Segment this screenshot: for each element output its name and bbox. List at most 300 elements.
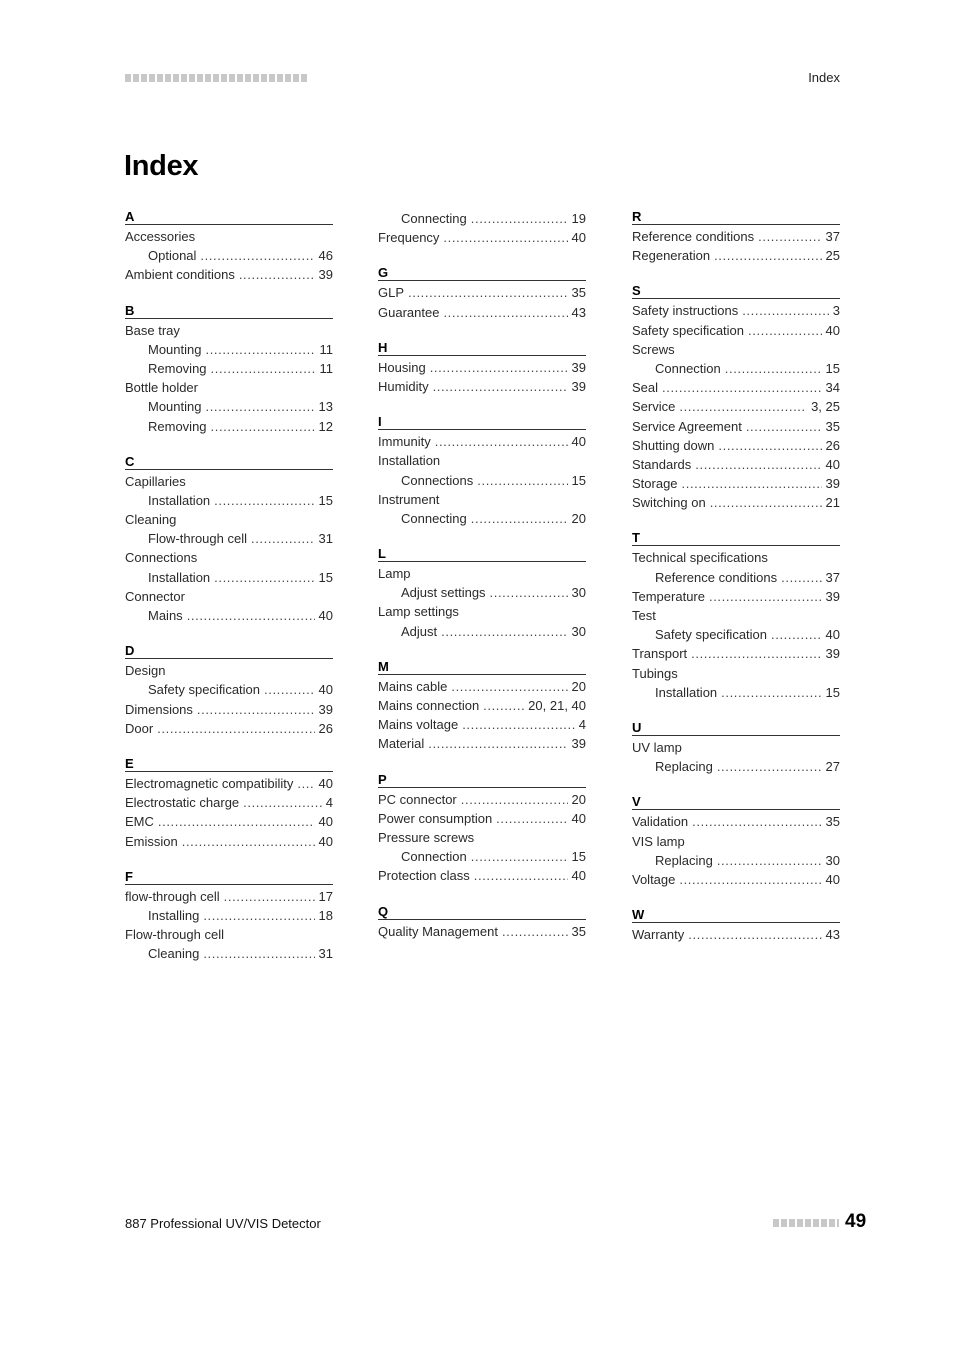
index-section [632,794,840,889]
index-entry-page: 4 [578,717,586,733]
index-entry-page: 40 [318,608,333,623]
index-entry [632,378,840,397]
index-entry [125,812,333,831]
index-entry [125,887,333,906]
index-entry [378,677,586,696]
index-entry-term: Seal [632,380,659,396]
dot-leader [477,471,567,490]
dot-leader [435,432,568,451]
index-entry-term: Connection [401,849,467,865]
index-entry [125,227,333,246]
index-entry-page: 27 [825,759,840,775]
index-entry [378,922,586,941]
index-section [632,530,840,702]
index-entry-term: Adjust settings [401,585,486,601]
index-entry-page: 40 [571,810,586,826]
index-entry-page: 43 [571,304,586,320]
index-letter-heading: P [378,772,586,788]
index-entry-term: Tubings [632,665,678,681]
index-entry-term: Guarantee [378,304,440,320]
index-entry-term: Regeneration [632,248,711,264]
index-entry-term: Service [632,399,676,415]
dot-leader [710,493,822,512]
dot-leader [214,568,314,587]
dot-leader [721,683,821,702]
dot-leader [682,474,822,493]
index-entry-page: 37 [825,569,840,585]
index-entry [632,455,840,474]
index-entry-term: Test [632,608,656,623]
index-entry-page: 17 [318,888,333,904]
index-entry [632,587,840,606]
index-entry-page: 31 [318,946,333,962]
index-letter-heading: L [378,546,586,562]
index-entry-term: Frequency [378,230,440,246]
index-entry [125,832,333,851]
index-entry [632,925,840,944]
index-letter-heading: T [632,530,840,546]
index-entry-page: 40 [825,627,840,643]
index-entry [378,564,586,583]
dot-leader [714,246,821,265]
index-entry-term: Pressure screws [378,829,475,845]
dot-leader [471,509,568,528]
dot-leader [243,793,322,812]
index-entry-page: 39 [571,378,586,394]
dot-leader [461,790,568,809]
index-entry [632,301,840,320]
index-entry-term: Shutting down [632,437,715,453]
index-section [632,720,840,776]
running-header-title: Index [808,70,840,85]
index-entry-term: Safety specification [632,322,745,338]
index-entry [378,451,586,470]
dot-leader [211,359,316,378]
index-section [378,904,586,941]
index-entry [378,622,586,641]
index-entry-page: 12 [318,418,333,434]
dot-leader [718,436,821,455]
index-entry [378,715,586,734]
dot-leader [200,246,314,265]
index-entry-term: Reference conditions [632,229,755,244]
index-entry [378,209,586,228]
index-entry-page: 39 [825,646,840,662]
index-entry-term: Instrument [378,491,440,507]
index-section [378,659,586,754]
index-entry [125,906,333,925]
index-column-1 [125,209,333,981]
index-entry-term: Connections [401,472,474,488]
index-entry-term: Base tray [125,322,180,338]
index-entry-term: Lamp settings [378,604,459,620]
dot-leader [742,301,829,320]
index-entry [632,664,840,683]
dot-leader [441,622,567,641]
index-entry [632,548,840,567]
index-letter-heading: V [632,794,840,810]
index-letter-heading: W [632,907,840,923]
index-section [125,756,333,851]
index-entry [378,283,586,302]
dot-leader [214,491,314,510]
index-letter-heading: A [125,209,333,225]
index-entry-term: Dimensions [125,701,193,717]
index-entry-term: Humidity [378,378,429,394]
index-entry-page: 39 [318,701,333,717]
dot-leader [451,677,567,696]
index-letter-heading: M [378,659,586,675]
index-entry-term: Lamp [378,566,411,582]
index-entry-term: Electrostatic charge [125,795,240,811]
index-entry [378,303,586,322]
index-entry [125,774,333,793]
index-entry-term: Mounting [148,399,202,415]
index-entry-term: Connections [125,550,198,566]
index-entry-page: 39 [571,736,586,752]
index-entry [125,321,333,340]
index-entry-page: 40 [825,322,840,338]
index-entry-term: Immunity [378,434,431,450]
index-entry-page: 40 [825,871,840,887]
index-entry [378,809,586,828]
index-entry-page: 15 [318,492,333,508]
index-entry-page: 15 [825,360,840,376]
index-entry [125,529,333,548]
index-entry-term: Design [125,663,166,679]
index-entry [125,548,333,567]
index-entry-page: 18 [318,907,333,923]
index-entry-term: Flow-through cell [125,927,224,943]
index-entry [378,509,586,528]
index-entry [632,683,840,702]
dot-leader [251,529,315,548]
index-letter-heading: F [125,869,333,885]
index-entry [125,417,333,436]
index-entry-page: 34 [825,380,840,396]
index-letter-heading: G [378,265,586,281]
index-section [125,869,333,964]
index-section [378,340,586,396]
index-entry [632,738,840,757]
index-entry [125,925,333,944]
dot-leader [428,734,567,753]
index-entry-term: Safety specification [148,682,261,698]
index-entry-page: 39 [318,267,333,283]
dot-leader [158,812,315,831]
index-entry [378,377,586,396]
index-column-2 [378,209,586,959]
index-entry [125,246,333,265]
dot-leader [443,228,567,247]
dot-leader [433,377,568,396]
index-letter-heading: C [125,454,333,470]
index-entry [632,227,840,246]
dot-leader [717,851,822,870]
index-letter-heading: Q [378,904,586,920]
dot-leader [205,340,315,359]
index-entry-term: Replacing [655,852,713,868]
index-entry [378,358,586,377]
index-entry [632,757,840,776]
index-entry-page: 20 [571,678,586,694]
index-entry-page: 40 [571,230,586,246]
index-entry-page: 15 [571,849,586,865]
index-section [378,772,586,886]
index-entry [125,265,333,284]
index-entry [125,661,333,680]
index-entry-term: Protection class [378,868,470,884]
index-entry-term: VIS lamp [632,833,685,849]
index-entry-term: Accessories [125,229,196,244]
index-entry-term: Cleaning [125,512,177,528]
dot-leader [471,209,568,228]
index-entry-term: Replacing [655,759,713,775]
index-entry-term: Storage [632,476,678,492]
index-entry-term: Mounting [148,341,202,357]
index-entry-page: 30 [571,623,586,639]
index-entry-page: 25 [825,248,840,264]
index-entry [632,321,840,340]
index-section [125,303,333,436]
header-decoration [125,74,307,82]
dot-leader [717,757,822,776]
index-letter-heading: S [632,283,840,299]
dot-leader [203,906,314,925]
index-entry-term: Removing [148,418,207,434]
index-entry-term: Warranty [632,927,685,943]
index-entry-term: Adjust [401,623,438,639]
dot-leader [490,583,568,602]
index-entry [378,828,586,847]
index-entry [632,397,840,416]
index-entry-page: 40 [825,456,840,472]
index-entry-term: Mains cable [378,678,448,694]
index-entry-term: Safety specification [655,627,768,643]
index-entry-page: 35 [825,814,840,830]
index-entry-page: 4 [325,795,333,811]
index-section [378,414,586,528]
index-entry-page: 40 [571,434,586,450]
index-entry [125,700,333,719]
dot-leader [205,397,314,416]
index-entry-page: 15 [318,569,333,585]
dot-leader [679,870,821,889]
dot-leader [502,922,568,941]
dot-leader [264,680,315,699]
index-entry-term: Installation [148,492,211,508]
index-entry-page: 11 [319,360,333,376]
index-entry [632,340,840,359]
index-entry-term: Ambient conditions [125,267,235,283]
index-entry-term: Optional [148,248,197,264]
dot-leader [408,283,568,302]
dot-leader [203,944,314,963]
dot-leader [239,265,315,284]
dot-leader [725,359,822,378]
index-entry [125,606,333,625]
index-entry-page: 35 [571,285,586,301]
dot-leader [679,397,807,416]
dot-leader [758,227,821,246]
index-entry-term: Transport [632,646,688,662]
index-entry [632,832,840,851]
index-entry-term: UV lamp [632,739,682,755]
dot-leader [187,606,315,625]
index-entry-term: Removing [148,360,207,376]
index-entry-page: 26 [318,720,333,736]
page-title: Index [124,150,199,182]
index-section [125,209,333,285]
index-entry [378,490,586,509]
index-entry [632,644,840,663]
index-entry-page: 21 [825,495,840,511]
dot-leader [695,455,821,474]
dot-leader [197,700,315,719]
index-entry-page: 31 [318,531,333,547]
index-entry [125,587,333,606]
index-entry [125,568,333,587]
index-entry [378,583,586,602]
index-entry-term: Reference conditions [655,569,778,585]
index-letter-heading: I [378,414,586,430]
dot-leader [430,358,568,377]
index-entry-page: 35 [571,923,586,939]
index-entry [378,847,586,866]
dot-leader [182,832,315,851]
index-entry [125,397,333,416]
index-entry-page: 30 [825,852,840,868]
dot-leader [297,774,314,793]
index-entry-term: Mains [148,608,183,623]
dot-leader [748,321,822,340]
dot-leader [688,925,821,944]
index-entry [125,510,333,529]
index-entry-term: Connecting [401,510,467,526]
index-entry [632,436,840,455]
index-entry [125,793,333,812]
index-entry [632,493,840,512]
index-entry-term: Temperature [632,588,705,604]
index-entry-page: 20 [571,510,586,526]
index-section [378,546,586,641]
dot-leader [781,568,821,587]
index-entry-term: Standards [632,456,692,472]
index-entry-term: PC connector [378,791,457,807]
index-entry [125,340,333,359]
index-letter-heading: E [125,756,333,772]
index-entry [632,359,840,378]
index-entry-page: 3 [832,303,840,319]
index-entry [378,866,586,885]
index-entry-term: Validation [632,814,689,830]
index-entry [125,378,333,397]
index-entry-term: Bottle holder [125,380,198,396]
index-letter-heading: U [632,720,840,736]
index-entry-page: 3, 25 [811,399,840,415]
index-entry-page: 40 [318,682,333,698]
index-entry [378,696,586,715]
footer-decoration [773,1219,839,1227]
index-column-3 [632,209,840,962]
index-entry-page: 35 [825,418,840,434]
index-entry-term: Flow-through cell [148,531,247,547]
index-entry-page: 40 [571,868,586,884]
index-entry-term: Installing [148,907,200,923]
index-entry-term: Installation [655,684,718,700]
index-entry-term: Installation [378,453,441,469]
index-entry [125,359,333,378]
index-entry [378,228,586,247]
dot-leader [483,696,524,715]
index-entry-term: Mains voltage [378,717,459,733]
dot-leader [462,715,575,734]
index-entry-term: Switching on [632,495,706,511]
index-section [378,209,586,247]
index-section [632,283,840,512]
index-letter-heading: D [125,643,333,659]
index-letter-heading: R [632,209,840,225]
page-number: 49 [845,1211,867,1232]
dot-leader [662,378,822,397]
dot-leader [691,644,821,663]
dot-leader [496,809,567,828]
index-entry-page: 15 [825,684,840,700]
index-entry-page: 43 [825,927,840,943]
index-entry-term: Installation [148,569,211,585]
index-entry-page: 39 [825,476,840,492]
index-entry-page: 30 [571,585,586,601]
index-entry-term: EMC [125,814,154,830]
index-section [125,643,333,738]
footer-document-title: 887 Professional UV/VIS Detector [125,1216,321,1231]
index-entry [125,491,333,510]
index-entry [632,870,840,889]
index-entry [632,625,840,644]
index-entry [632,851,840,870]
index-entry-term: Technical specifications [632,550,768,566]
index-entry [378,471,586,490]
dot-leader [746,417,822,436]
index-entry-term: Connecting [401,211,467,226]
index-entry-page: 19 [571,211,586,226]
index-entry-term: Connector [125,588,185,604]
index-entry [632,474,840,493]
index-entry-term: GLP [378,285,405,301]
index-entry [378,734,586,753]
index-entry-term: Screws [632,341,675,357]
index-entry-page: 13 [318,399,333,415]
dot-leader [474,866,568,885]
index-entry [378,432,586,451]
index-entry-term: Voltage [632,871,676,887]
index-entry [125,472,333,491]
index-entry-term: Capillaries [125,473,186,489]
index-entry-page: 26 [825,437,840,453]
index-entry [378,790,586,809]
index-entry-term: Material [378,736,425,752]
index-entry-term: Electromagnetic compatibility [125,775,294,791]
index-entry-term: Safety instructions [632,303,739,319]
index-entry-page: 40 [318,775,333,791]
index-section [632,907,840,944]
index-entry-page: 40 [318,814,333,830]
index-entry [632,568,840,587]
dot-leader [211,417,315,436]
index-entry-page: 20 [571,791,586,807]
dot-leader [471,847,568,866]
index-entry-page: 40 [318,833,333,849]
